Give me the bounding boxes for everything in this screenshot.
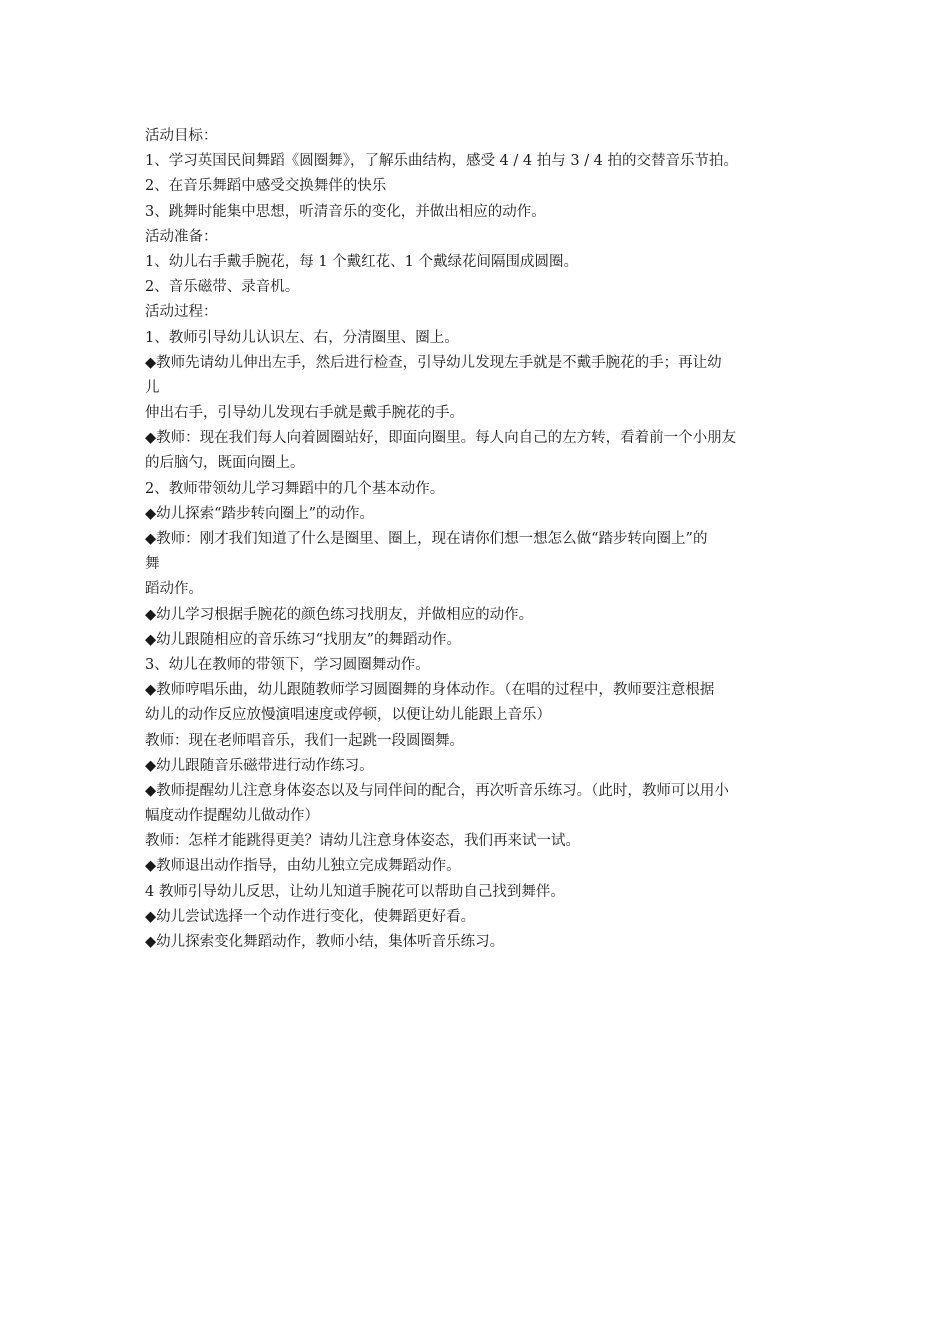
text-line: 1、教师引导幼儿认识左、右，分清圈里、圈上。 xyxy=(145,329,459,346)
text-line: 教师：现在老师唱音乐，我们一起跳一段圆圈舞。 xyxy=(145,732,464,749)
text-line: ◆教师：现在我们每人向着圆圈站好，即面向圈里。每人向自己的左方转，看着前一个小朋友 xyxy=(145,430,737,447)
text-line: 教师：怎样才能跳得更美？请幼儿注意身体姿态，我们再来试一试。 xyxy=(145,833,580,850)
text-line: 1、幼儿右手戴手腕花，每 1 个戴红花、1 个戴绿花间隔围成圆圈。 xyxy=(145,253,579,270)
text-line: 2、教师带领幼儿学习舞蹈中的几个基本动作。 xyxy=(145,480,445,497)
text-line: 舞 xyxy=(145,556,160,573)
text-line: 幅度动作提醒幼儿做动作） xyxy=(145,808,319,825)
text-line: ◆教师哼唱乐曲，幼儿跟随教师学习圆圈舞的身体动作。（在唱的过程中，教师要注意根据 xyxy=(145,682,715,699)
section-heading-preparation: 活动准备： xyxy=(145,228,218,245)
text-line: 3、幼儿在教师的带领下，学习圆圈舞动作。 xyxy=(145,656,430,673)
text-line: 3、跳舞时能集中思想，听清音乐的变化，并做出相应的动作。 xyxy=(145,203,546,220)
text-line: ◆教师提醒幼儿注意身体姿态以及与同伴间的配合，再次听音乐练习。（此时，教师可以用小 xyxy=(145,782,729,799)
text-line: 幼儿的动作反应放慢演唱速度或停顿，以便让幼儿能跟上音乐） xyxy=(145,707,551,724)
text-line: ◆教师：刚才我们知道了什么是圈里、圈上，现在请你们想一想怎么做“踏步转向圈上”的 xyxy=(145,531,708,547)
document-body xyxy=(145,124,813,955)
text-line: ◆幼儿尝试选择一个动作进行变化，使舞蹈更好看。 xyxy=(145,908,476,925)
text-line: 的后脑勺，既面向圈上。 xyxy=(145,455,305,472)
text-line: 蹈动作。 xyxy=(145,581,203,598)
text-line: ◆教师先请幼儿伸出左手，然后进行检查，引导幼儿发现左手就是不戴手腕花的手；再让幼 xyxy=(145,354,722,371)
text-line: 伸出右手，引导幼儿发现右手就是戴手腕花的手。 xyxy=(145,405,464,422)
text-line: ◆幼儿跟随音乐磁带进行动作练习。 xyxy=(145,757,374,774)
text-line: ◆幼儿探索变化舞蹈动作，教师小结，集体听音乐练习。 xyxy=(145,934,505,950)
text-line: 儿 xyxy=(145,379,160,396)
text-line: ◆教师退出动作指导，由幼儿独立完成舞蹈动作。 xyxy=(145,858,461,875)
section-heading-process: 活动过程： xyxy=(145,304,218,321)
section-heading-goals: 活动目标： xyxy=(145,128,218,144)
text-line: 1、学习英国民间舞蹈《圆圈舞》，了解乐曲结构，感受 4 / 4 拍与 3 / 4 拍的交替音乐节拍。 xyxy=(145,153,739,170)
text-line: ◆幼儿探索“踏步转向圈上”的动作。 xyxy=(145,505,374,522)
text-line: ◆幼儿跟随相应的音乐练习“找朋友”的舞蹈动作。 xyxy=(145,631,461,648)
text-line: ◆幼儿学习根据手腕花的颜色练习找朋友，并做相应的动作。 xyxy=(145,606,534,623)
text-line: 4 教师引导幼儿反思，让幼儿知道手腕花可以帮助自己找到舞伴。 xyxy=(145,883,565,900)
text-line: 2、音乐磁带、录音机。 xyxy=(145,279,300,296)
text-line: 2、在音乐舞蹈中感受交换舞伴的快乐 xyxy=(145,178,387,195)
